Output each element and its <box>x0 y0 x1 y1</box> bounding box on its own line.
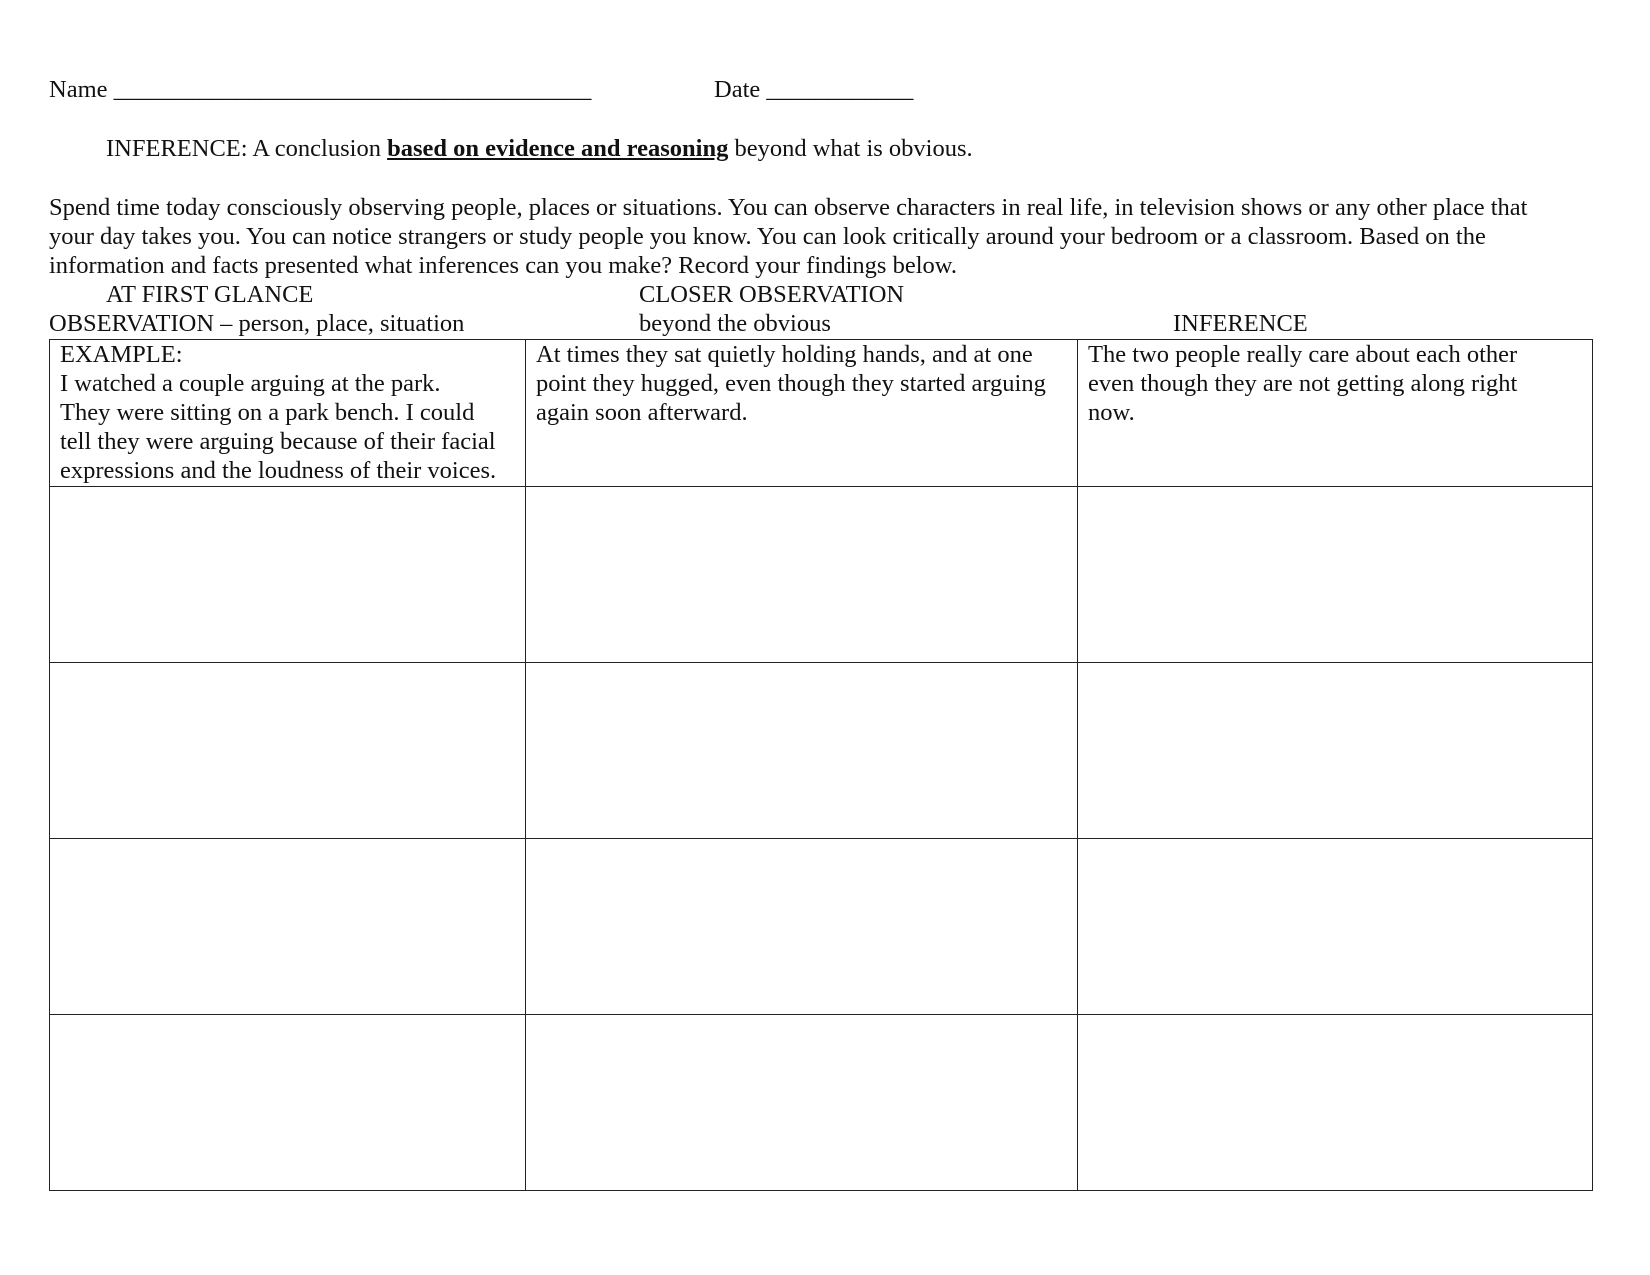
closer-observation-cell[interactable] <box>526 839 1078 1015</box>
inference-cell[interactable] <box>1078 1015 1593 1191</box>
column-heading-beyond-obvious: beyond the obvious <box>639 310 831 337</box>
instructions-paragraph <box>49 193 1609 280</box>
column-heading-closer-observation: CLOSER OBSERVATION <box>639 281 905 308</box>
example-observation-text: EXAMPLE: I watched a couple arguing at the park. They were sitting on a park bench. I could tell they were arguing because of their facial expressions and the loudness of their voices. <box>60 341 497 484</box>
example-closer-cell <box>526 340 1078 487</box>
column-heading-observation: OBSERVATION – person, place, situation <box>49 310 465 337</box>
observation-table <box>49 339 1593 1191</box>
inference-cell[interactable] <box>1078 487 1593 663</box>
observation-cell[interactable] <box>50 839 526 1015</box>
observation-cell[interactable] <box>50 487 526 663</box>
inference-cell[interactable] <box>1078 839 1593 1015</box>
definition-suffix: beyond what is obvious. <box>728 135 973 162</box>
table-row <box>50 1015 1593 1191</box>
definition-prefix: INFERENCE: A conclusion <box>106 135 388 162</box>
instructions-line: Spend time today consciously observing people, places or situations. You can observe characters in real life, in television shows or any other place that <box>49 194 1528 221</box>
closer-observation-cell[interactable] <box>526 487 1078 663</box>
inference-cell[interactable] <box>1078 663 1593 839</box>
example-closer-text: At times they sat quietly holding hands, and at one point they hugged, even though they started arguing again soon afterward. <box>536 341 1046 426</box>
date-field-line: Date ____________ <box>714 76 914 103</box>
inference-definition <box>106 134 973 163</box>
closer-observation-cell[interactable] <box>526 1015 1078 1191</box>
example-row <box>50 340 1593 487</box>
observation-cell[interactable] <box>50 663 526 839</box>
table-row <box>50 487 1593 663</box>
table-row <box>50 839 1593 1015</box>
name-field-line: Name _______________________________________ <box>49 76 592 103</box>
closer-observation-cell[interactable] <box>526 663 1078 839</box>
table-row <box>50 663 1593 839</box>
column-heading-inference: INFERENCE <box>1173 310 1308 337</box>
instructions-line: information and facts presented what inferences can you make? Record your findings below. <box>49 252 957 279</box>
instructions-line: your day takes you. You can notice strangers or study people you know. You can look critically around your bedroom or a classroom. Based on the <box>49 223 1486 250</box>
definition-key-phrase: based on evidence and reasoning <box>387 135 729 162</box>
column-heading-first-glance: AT FIRST GLANCE <box>106 281 314 308</box>
observation-cell[interactable] <box>50 1015 526 1191</box>
example-inference-cell <box>1078 340 1593 487</box>
example-observation-cell <box>50 340 526 487</box>
example-inference-text: The two people really care about each other even though they are not getting along right now. <box>1088 341 1518 426</box>
